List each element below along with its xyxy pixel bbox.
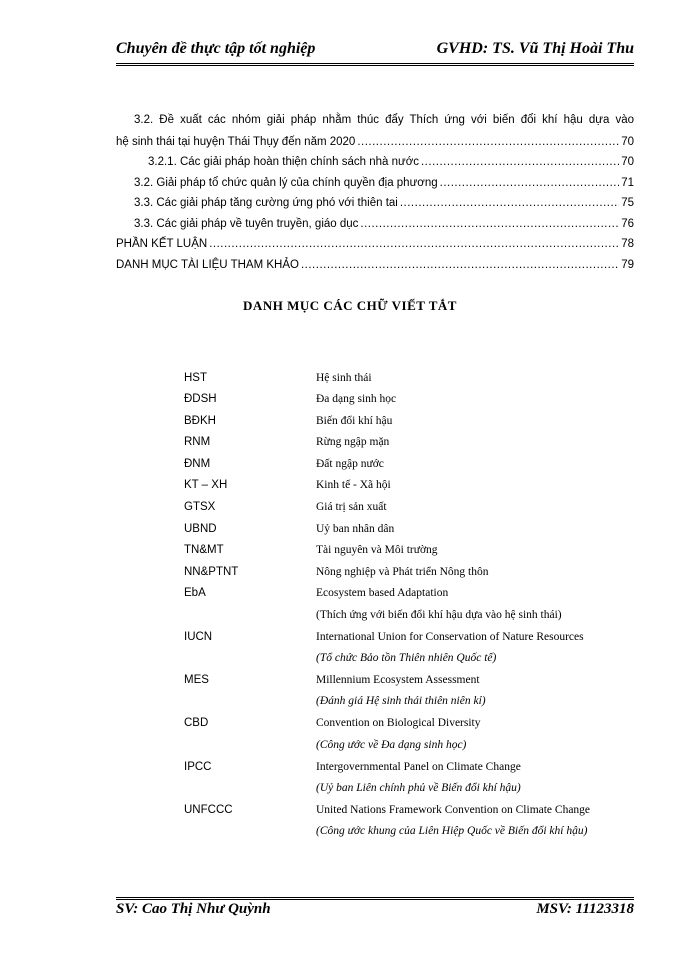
section-title: DANH MỤC CÁC CHỮ VIẾT TẮT [243,298,457,313]
abbr-definition: Tài nguyên và Môi trường [316,544,438,556]
header-rule [116,63,634,64]
toc-leader [360,218,619,230]
abbr-note: (Công ước về Đa dạng sinh học) [316,739,467,751]
abbr-term: HST [184,372,207,384]
toc-entry-references[interactable] [116,259,634,271]
abbr-note: (Công ước khung của Liên Hiệp Quốc về Biến đổi khí hậu) [316,825,588,837]
footer-student-name: SV: Cao Thị Như Quỳnh [116,901,271,917]
abbr-definition: Giá trị sản xuất [316,501,387,513]
abbr-term: UNFCCC [184,804,233,816]
abbr-definition: Millennium Ecosystem Assessment [316,674,480,686]
toc-leader [301,259,619,271]
toc-entry-text: DANH MỤC TÀI LIỆU THAM KHẢO [116,259,299,271]
footer-student-id: MSV: 11123318 [536,901,634,917]
footer-rule [116,897,634,898]
abbr-definition: Ecosystem based Adaptation [316,587,449,599]
abbr-definition: Biến đổi khí hậu [316,415,393,427]
abbr-definition: Hệ sinh thái [316,372,372,384]
abbr-definition: Intergovernmental Panel on Climate Change [316,761,521,773]
abbr-definition: Đất ngập nước [316,458,384,470]
toc-leader [209,238,619,250]
abbr-term: TN&MT [184,544,224,556]
toc-entry-text: 3.3. Các giải pháp tăng cường ứng phó với thiên tai [134,197,398,209]
toc-leader [421,156,619,168]
abbr-term: UBND [184,523,217,535]
toc-page-number: 70 [621,156,634,168]
abbr-definition: Uỷ ban nhân dân [316,523,395,535]
toc-entry-conclusion[interactable] [116,238,634,250]
page-header [116,40,634,64]
toc-page-number: 70 [621,136,634,148]
abbr-definition: International Union for Conservation of Nature Resources [316,631,584,643]
abbr-definition: Kinh tế - Xã hội [316,479,391,491]
toc-page-number: 76 [621,218,634,230]
toc-entry-text: 3.2.1. Các giải pháp hoàn thiện chính sách nhà nước [148,156,419,168]
toc-entry-text: 3.3. Các giải pháp về tuyên truyền, giáo dục [134,218,359,230]
toc-page-number: 79 [621,259,634,271]
abbr-term: NN&PTNT [184,566,239,578]
toc-entry-3-3[interactable] [134,197,634,209]
abbr-term: KT – XH [184,479,228,491]
toc-leader [357,136,619,148]
abbr-note: (Đánh giá Hệ sinh thái thiên niên kỉ) [316,695,486,707]
abbr-note: (Thích ứng với biến đổi khí hậu dựa vào hệ sinh thái) [316,609,562,621]
toc-leader [440,177,620,189]
abbr-definition: Đa dạng sinh học [316,393,397,405]
abbr-term: GTSX [184,501,216,513]
toc-entry-3-2-line1[interactable]: 3.2. Đề xuất các nhóm giải pháp nhằm thúc đẩy Thích ứng với biến đổi khí hậu dựa vào [134,114,634,126]
toc-entry-3-3-b[interactable] [134,218,634,230]
header-course-title: Chuyên đề thực tập tốt nghiệp [116,40,316,57]
abbr-definition: United Nations Framework Convention on Climate Change [316,804,591,816]
abbr-term: IUCN [184,631,213,643]
toc-leader [400,197,619,209]
abbr-definition: Rừng ngập mặn [316,436,390,448]
toc-entry-text: 3.2. Giải pháp tổ chức quản lý của chính quyền địa phương [134,177,438,189]
abbr-note: (Tổ chức Bảo tồn Thiên nhiên Quốc tế) [316,652,497,664]
header-rule-2 [116,65,634,66]
header-supervisor: GVHD: TS. Vũ Thị Hoài Thu [436,40,634,57]
toc-page-number: 78 [621,238,634,250]
abbr-term: MES [184,674,209,686]
abbr-term: CBD [184,717,209,729]
toc-entry-3-2-1[interactable] [148,156,634,168]
toc-entry-text: hệ sinh thái tại huyện Thái Thụy đến năm 2020 [116,136,356,148]
toc-entry-3-2-b[interactable] [134,177,634,189]
toc-page-number: 75 [621,197,634,209]
abbr-term: ĐDSH [184,393,217,405]
toc-entry-3-2[interactable] [116,136,634,148]
abbr-definition: Nông nghiệp và Phát triển Nông thôn [316,566,489,578]
abbr-term: RNM [184,436,211,448]
abbr-note: (Uỷ ban Liên chính phủ về Biến đổi khí hậu) [316,782,521,794]
abbr-term: EbA [184,587,206,599]
abbr-term: ĐNM [184,458,211,470]
toc-page-number: 71 [621,177,634,189]
footer-rule-2 [116,899,634,900]
abbr-term: BĐKH [184,415,216,427]
page-footer [116,901,634,925]
abbr-term: IPCC [184,761,212,773]
abbr-definition: Convention on Biological Diversity [316,717,481,729]
toc-entry-text: PHẦN KẾT LUẬN [116,238,208,250]
